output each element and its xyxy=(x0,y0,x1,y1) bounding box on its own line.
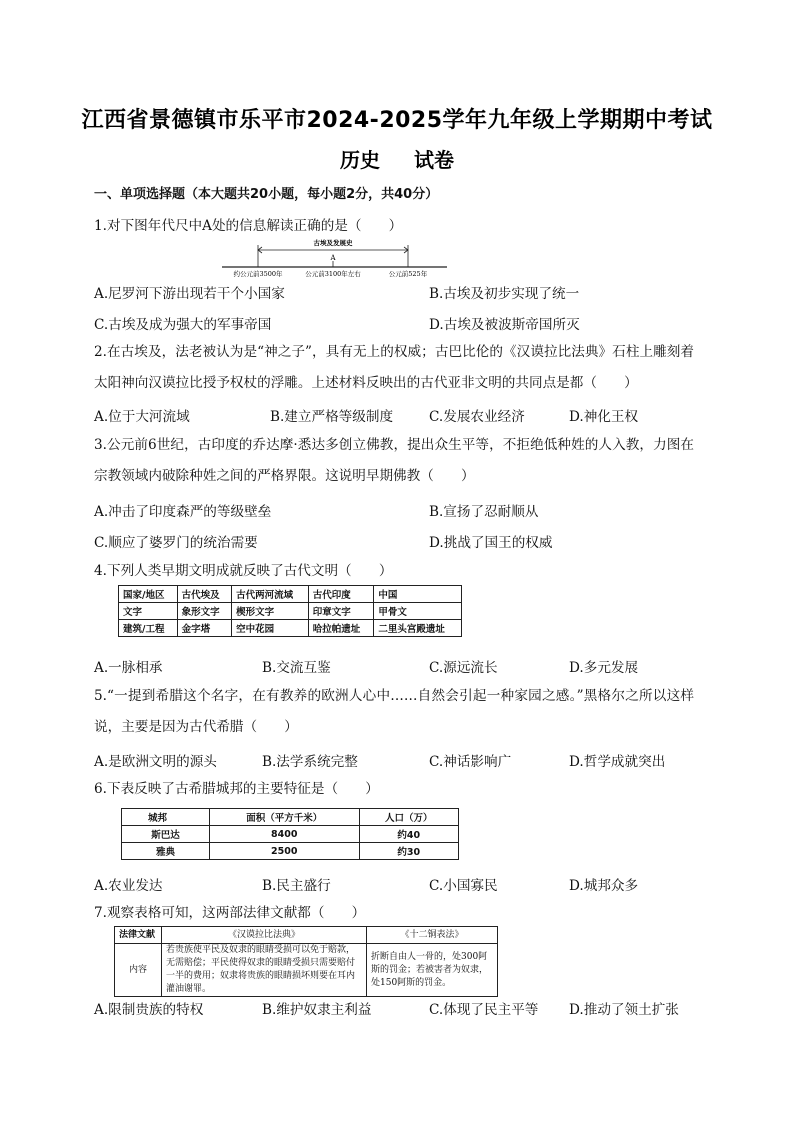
q2-option-a[interactable]: A.位于大河流域 xyxy=(94,409,190,425)
table-header-row xyxy=(115,927,498,944)
question-3-stem: 3.公元前6世纪，古印度的乔达摩·悉达多创立佛教，提出众生平等，不拒绝低种姓的人入教，力图在宗教领域内破除种姓之间的严格界限。这说明早期佛教（ ） xyxy=(94,437,694,484)
q1-option-d[interactable]: D.古埃及被波斯帝国所灭 xyxy=(429,317,580,333)
table-cell: 雅典 xyxy=(122,843,210,860)
q2-option-d[interactable]: D.神化王权 xyxy=(569,409,639,425)
q7-option-d[interactable]: D.推动了领土扩张 xyxy=(569,1002,679,1018)
q4-option-d[interactable]: D.多元发展 xyxy=(569,660,639,676)
q1-option-a[interactable]: A.尼罗河下游出现若干个小国家 xyxy=(94,286,285,302)
table-header-cell: 人口（万） xyxy=(359,809,458,826)
table-row xyxy=(119,603,462,620)
timeline-label-2: 公元前3100年左右 xyxy=(305,270,361,278)
table-header-cell: 中国 xyxy=(374,586,462,603)
q5-option-d[interactable]: D.哲学成就突出 xyxy=(569,754,666,770)
q4-option-c[interactable]: C.源远流长 xyxy=(429,660,498,676)
q2-option-b[interactable]: B.建立严格等级制度 xyxy=(270,409,394,425)
q5-option-c[interactable]: C.神话影响广 xyxy=(429,754,512,770)
table-row xyxy=(122,826,459,843)
table-cell: 折断自由人一骨的，处300阿斯的罚金；若被害者为奴隶，处150阿斯的罚金。 xyxy=(367,944,498,997)
table-cell: 约40 xyxy=(359,826,458,843)
q1-option-b[interactable]: B.古埃及初步实现了统一 xyxy=(429,286,580,302)
table-cell: 内容 xyxy=(115,944,162,997)
timeline-mark-a: A xyxy=(330,254,336,262)
table-header-cell: 古代印度 xyxy=(308,586,374,603)
q3-option-b[interactable]: B.宣扬了忍耐顺从 xyxy=(429,504,539,520)
table-header-cell: 《汉谟拉比法典》 xyxy=(162,927,367,944)
question-7-stem: 7.观察表格可知，这两部法律文献都（ ） xyxy=(94,905,366,921)
table-cell: 约30 xyxy=(359,843,458,860)
table-row xyxy=(122,843,459,860)
q2-option-c[interactable]: C.发展农业经济 xyxy=(429,409,525,425)
table-header-row xyxy=(122,809,459,826)
timeline-title: 古埃及发展史 xyxy=(313,239,353,247)
table-cell: 金字塔 xyxy=(177,620,232,637)
table-cell: 若贵族使平民及奴隶的眼睛受损可以免于赔款，无需赔偿；平民使得奴隶的眼睛受损只需要赔付一半的费用；奴隶将贵族的眼睛损坏则要在耳内灌油谢罪。 xyxy=(162,944,367,997)
q5-option-b[interactable]: B.法学系统完整 xyxy=(262,754,358,770)
question-1-stem: 1.对下图年代尺中A处的信息解读正确的是（ ） xyxy=(94,218,403,234)
table-cell: 哈拉帕遗址 xyxy=(308,620,374,637)
q1-option-c[interactable]: C.古埃及成为强大的军事帝国 xyxy=(94,317,272,333)
table-header-cell: 古代埃及 xyxy=(177,586,232,603)
q5-option-a[interactable]: A.是欧洲文明的源头 xyxy=(94,754,217,770)
table-cell: 印章文字 xyxy=(308,603,374,620)
question-6-stem: 6.下表反映了古希腊城邦的主要特征是（ ） xyxy=(94,781,379,797)
question-4-stem: 4.下列人类早期文明成就反映了古代文明（ ） xyxy=(94,563,393,579)
table-row xyxy=(119,620,462,637)
table-cell: 2500 xyxy=(209,843,359,860)
table-cell: 甲骨文 xyxy=(374,603,462,620)
q3-option-d[interactable]: D.挑战了国王的权威 xyxy=(429,535,553,551)
table-header-cell: 古代两河流域 xyxy=(232,586,309,603)
table-cell: 建筑/工程 xyxy=(119,620,178,637)
law-table xyxy=(114,926,498,997)
timeline-label-3: 公元前525年 xyxy=(388,270,428,278)
table-cell: 二里头宫殿遗址 xyxy=(374,620,462,637)
table-header-cell: 国家/地区 xyxy=(119,586,178,603)
section-heading: 一、单项选择题（本大题共20小题，每小题2分，共40分） xyxy=(94,187,439,202)
table-header-cell: 城邦 xyxy=(122,809,210,826)
q3-option-c[interactable]: C.顺应了婆罗门的统治需要 xyxy=(94,535,258,551)
q4-option-b[interactable]: B.交流互鉴 xyxy=(262,660,331,676)
table-header-row xyxy=(119,586,462,603)
paper-label: 试卷 xyxy=(414,148,454,172)
table-cell: 文字 xyxy=(119,603,178,620)
q6-option-d[interactable]: D.城邦众多 xyxy=(569,878,639,894)
q3-option-a[interactable]: A.冲击了印度森严的等级壁垒 xyxy=(94,504,272,520)
table-cell: 斯巴达 xyxy=(122,826,210,843)
table-cell: 空中花园 xyxy=(232,620,309,637)
table-header-cell: 面积（平方千米） xyxy=(209,809,359,826)
table-row xyxy=(115,944,498,997)
exam-subtitle xyxy=(0,144,794,173)
city-state-table xyxy=(121,808,459,860)
table-header-cell: 《十二铜表法》 xyxy=(367,927,498,944)
question-5-stem: 5.“一提到希腊这个名字，在有教养的欧洲人心中……自然会引起一种家园之感。”黑格尔之所以这样说，主要是因为古代希腊（ ） xyxy=(94,688,694,735)
table-cell: 8400 xyxy=(209,826,359,843)
subject-label: 历史 xyxy=(340,148,380,172)
civilization-table xyxy=(118,585,462,637)
table-cell: 楔形文字 xyxy=(232,603,309,620)
q6-option-b[interactable]: B.民主盛行 xyxy=(262,878,331,894)
timeline-label-1: 约公元前3500年 xyxy=(233,270,283,278)
question-2-stem: 2.在古埃及，法老被认为是“神之子”，具有无上的权威；古巴比伦的《汉谟拉比法典》石柱上雕刻着太阳神向汉谟拉比授予权杖的浮雕。上述材料反映出的古代亚非文明的共同点是都（ ） xyxy=(94,344,694,391)
q4-option-a[interactable]: A.一脉相承 xyxy=(94,660,163,676)
q7-option-c[interactable]: C.体现了民主平等 xyxy=(429,1002,539,1018)
table-cell: 象形文字 xyxy=(177,603,232,620)
q6-option-c[interactable]: C.小国寡民 xyxy=(429,878,498,894)
exam-title: 江西省景德镇市乐平市2024-2025学年九年级上学期期中考试 xyxy=(81,108,713,133)
q7-option-b[interactable]: B.维护奴隶主利益 xyxy=(262,1002,372,1018)
table-header-cell: 法律文献 xyxy=(115,927,162,944)
q6-option-a[interactable]: A.农业发达 xyxy=(94,878,163,894)
timeline-diagram xyxy=(222,236,447,278)
q7-option-a[interactable]: A.限制贵族的特权 xyxy=(94,1002,204,1018)
